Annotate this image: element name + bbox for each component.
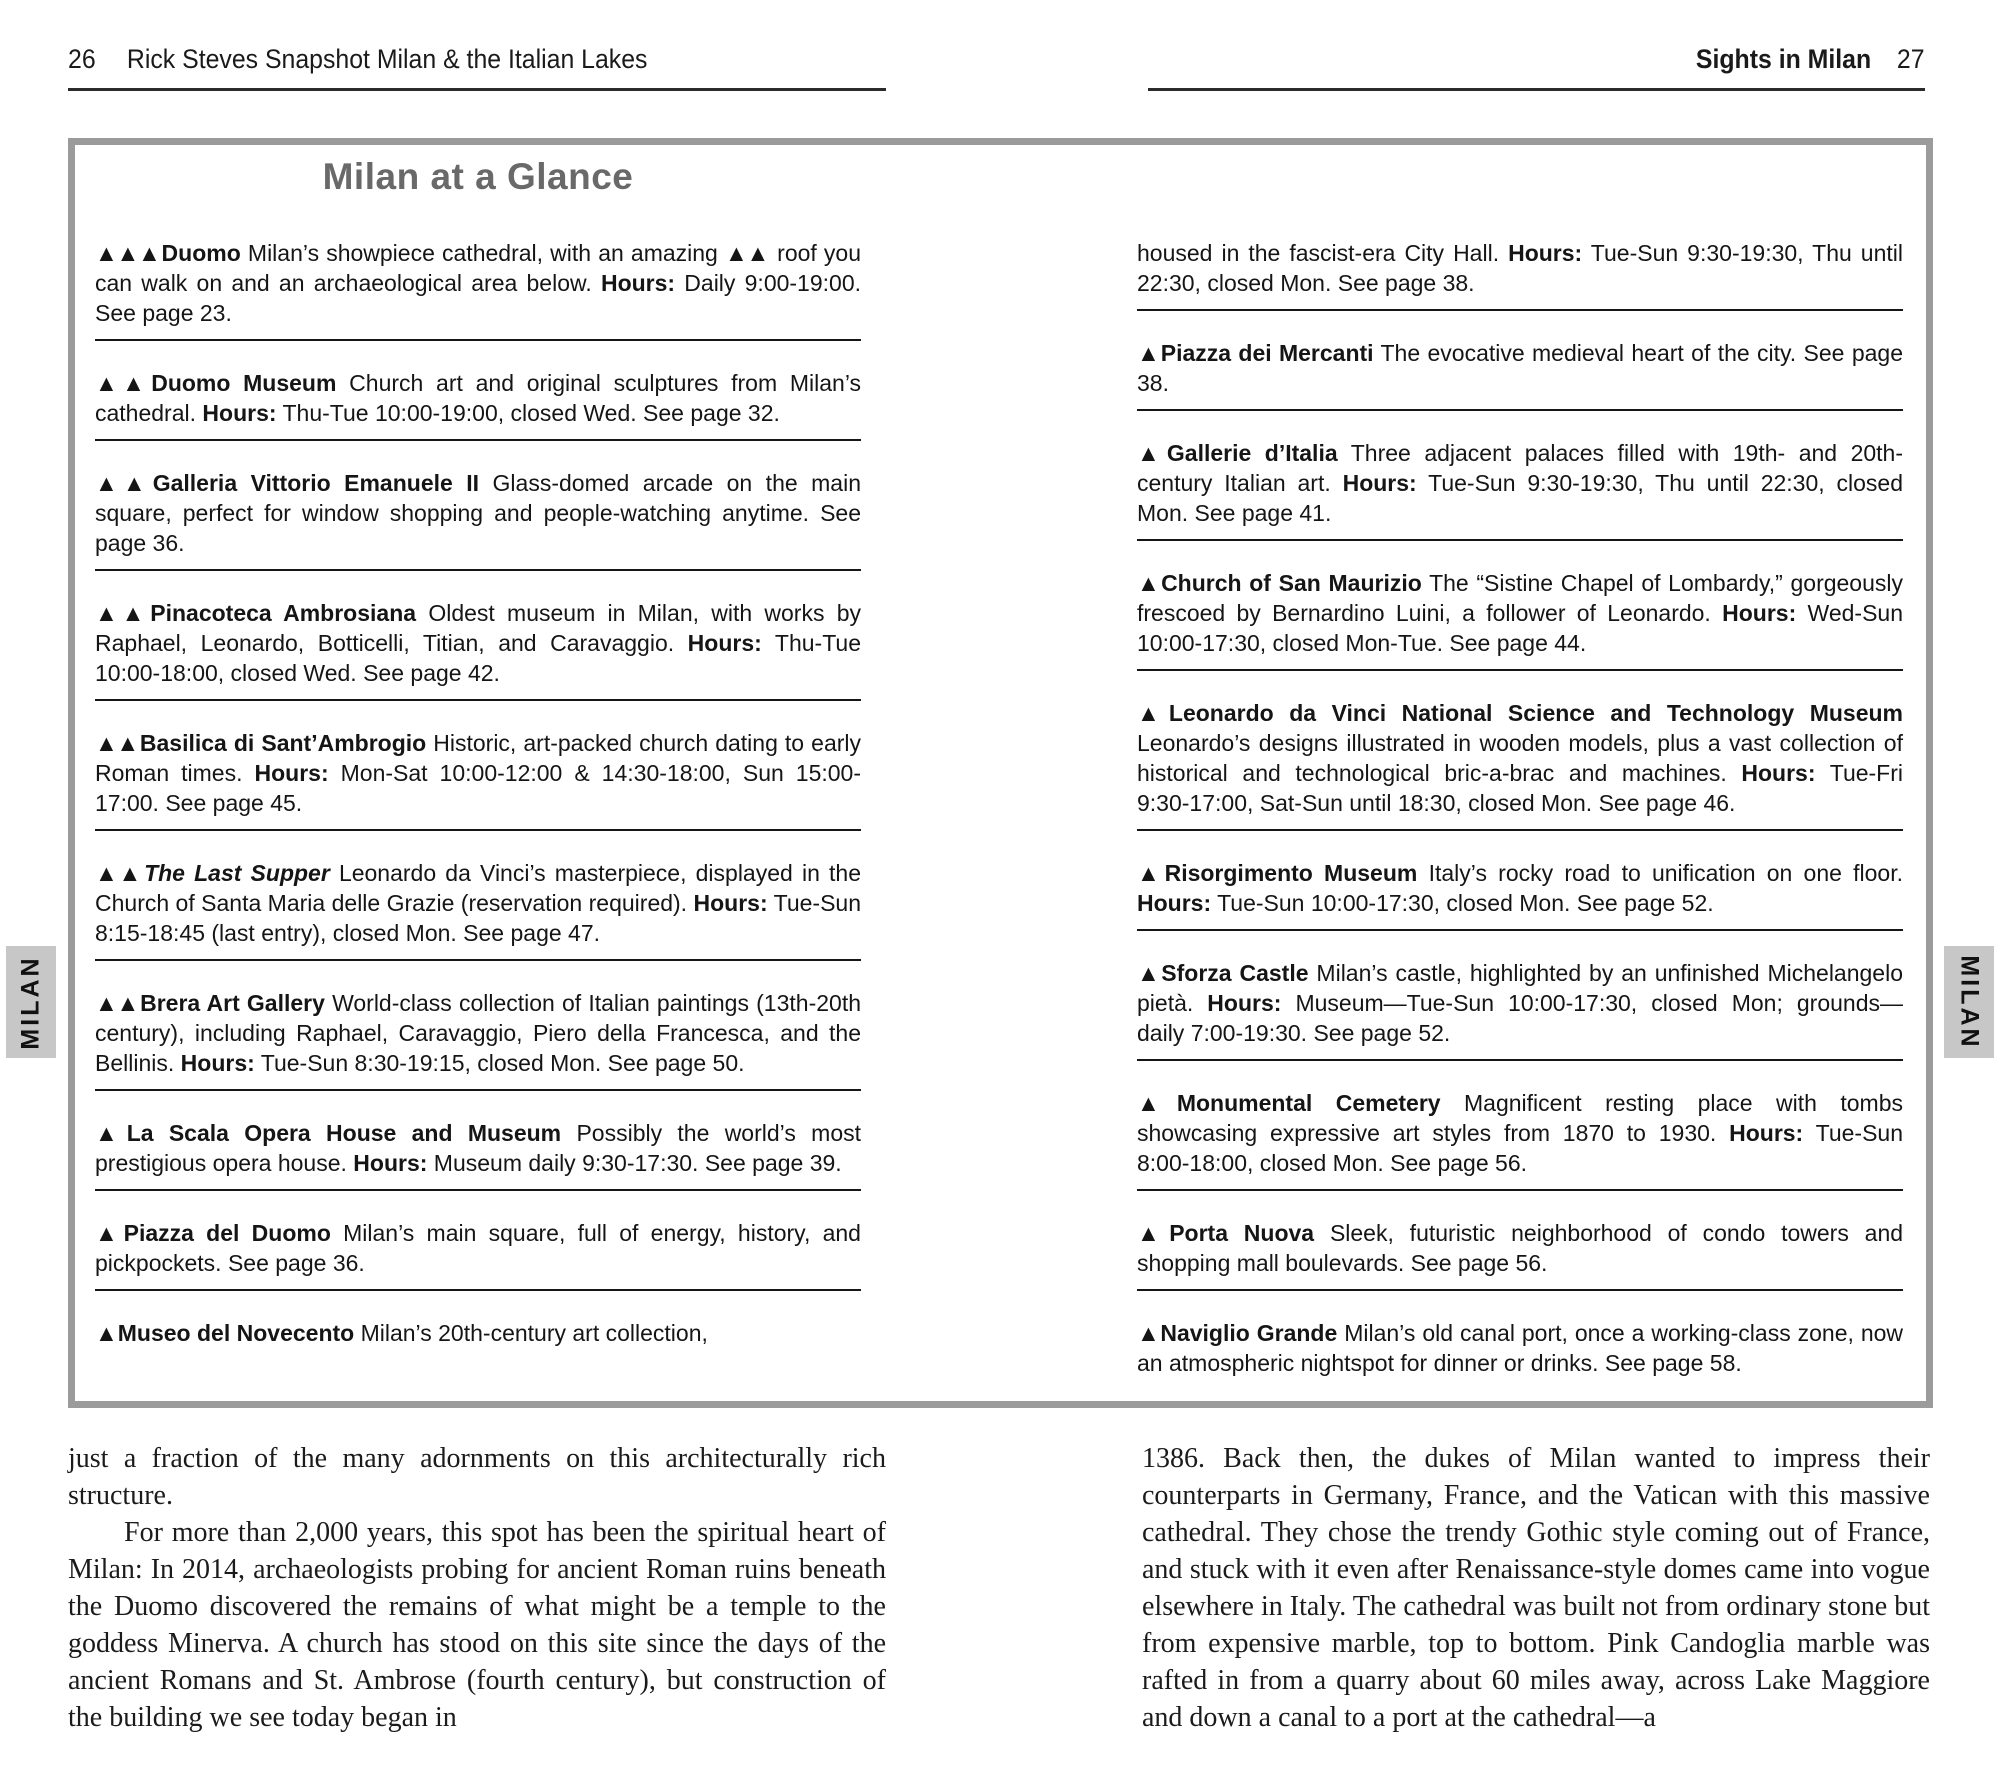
entry-divider (95, 1089, 861, 1091)
entry-divider (1137, 1189, 1903, 1191)
sight-name: Duomo Museum (151, 369, 337, 396)
entry-divider (1137, 1059, 1903, 1061)
page-number-left: 26 (68, 44, 96, 74)
sight-description: Three adjacent palaces filled with 19th- and 20th-century Italian art. (1137, 440, 1903, 496)
sight-name: Duomo (161, 239, 241, 266)
rating-triangles-icon: ▲ (95, 1119, 125, 1146)
sight-description: Church art and original sculptures from Milan’s cathedral. (95, 369, 862, 426)
sight-description: Leonardo’s designs illustrated in wooden models, plus a vast collection of historical and technological bric-a-brac and machines. (1137, 730, 1903, 786)
hours-label: Hours: (1207, 990, 1282, 1016)
sight-name: La Scala Opera House and Museum (126, 1119, 562, 1146)
sight-description: Tue-Fri 9:30-17:00, Sat-Sun until 18:30, closed Mon. See page 46. (1137, 760, 1904, 816)
sight-description: Milan’s castle, highlighted by an unfinished Michelangelo pietà. (1137, 960, 1903, 1016)
milan-tab-label: MILAN (16, 954, 45, 1050)
hours-label: Hours: (202, 399, 277, 426)
sight-description: World-class collection of Italian paintings (13th-20th century), including Raphael, Caravaggio, Piero della Francesca, and the Bellinis. (95, 989, 861, 1076)
sight-name: Galleria Vittorio Emanuele II (152, 469, 480, 496)
milan-at-a-glance-box (68, 138, 1933, 1408)
milan-tab-label: MILAN (1955, 954, 1984, 1050)
entry-divider (95, 439, 861, 441)
entry-divider (1137, 1289, 1903, 1291)
sight-name: Piazza dei Mercanti (1160, 340, 1374, 366)
hours-label: Hours: (353, 1149, 428, 1176)
sight-entry (95, 468, 861, 558)
rating-triangles-icon: ▲ (1137, 860, 1163, 886)
sight-description: Milan’s old canal port, once a working-class zone, now an atmospheric nightspot for dinner or drinks. See page 58. (1137, 1320, 1904, 1376)
sight-entry (95, 598, 861, 688)
rating-triangles-icon: ▲ (1137, 1320, 1159, 1346)
sight-description: Museum daily 9:30-17:30. See page 39. (427, 1149, 842, 1176)
sight-entry (1137, 238, 1903, 298)
entry-divider (1137, 829, 1903, 831)
entry-divider (1137, 409, 1903, 411)
milan-margin-tab-left (6, 946, 56, 1058)
sight-description: Leonardo da Vinci’s masterpiece, displayed in the Church of Santa Maria delle Grazie (reservation required). (95, 859, 861, 916)
sight-description: Wed-Sun 10:00-17:30, closed Mon-Tue. See page 44. (1137, 600, 1903, 656)
body-text-left (68, 1440, 886, 1736)
sight-name: Church of San Maurizio (1161, 570, 1422, 596)
sight-entry (95, 1218, 861, 1278)
entry-divider (95, 569, 861, 571)
sight-description: roof you can walk on and an archaeological area below. (95, 239, 862, 296)
rating-triangles-icon: ▲ (1137, 570, 1160, 596)
sight-name: The Last Supper (144, 859, 330, 886)
sight-name: Leonardo da Vinci National Science and Technology Museum (1168, 700, 1903, 726)
glance-box-title: Milan at a Glance (322, 156, 634, 197)
sight-description: Tue-Sun 8:30-19:15, closed Mon. See page 50. (254, 1049, 745, 1076)
rating-triangles-icon: ▲ (1137, 440, 1165, 466)
rating-triangles-icon: ▲ (1137, 1090, 1175, 1116)
entry-divider (95, 959, 861, 961)
entry-divider (95, 829, 861, 831)
sight-name: Sforza Castle (1161, 960, 1309, 986)
sight-entry (1137, 858, 1903, 918)
sight-entry (95, 988, 861, 1078)
paragraph: 1386. Back then, the dukes of Milan wanted to impress their counterparts in Germany, France, and the Vatican with this massive cathedral. They chose the trendy Gothic style coming out of France, and stuck with it even after Renaissance-style domes came into vogue elsewhere in Italy. The cathedral was built not from ordinary stone but from expensive marble, top to bottom. Pink Candoglia marble was rafted in from a quarry about 60 miles away, across Lake Maggiore and down a canal to a port at the cathedral—a (1142, 1443, 1930, 1733)
rating-triangles-icon: ▲▲ (95, 859, 143, 886)
sight-description: Milan’s main square, full of energy, history, and pickpockets. See page 36. (95, 1219, 861, 1276)
sight-entry (95, 238, 861, 328)
sight-name: Monumental Cemetery (1176, 1090, 1441, 1116)
sight-description: The “Sistine Chapel of Lombardy,” gorgeously frescoed by Bernardino Luini, a follower of Leonardo. (1137, 570, 1904, 626)
sight-name: Gallerie d’Italia (1166, 440, 1338, 466)
sight-description: Thu-Tue 10:00-19:00, closed Wed. See page 32. (276, 399, 780, 426)
hours-label: Hours: (1508, 240, 1583, 266)
hours-label: Hours: (687, 629, 762, 656)
book-title: Rick Steves Snapshot Milan & the Italian Lakes (126, 44, 648, 74)
rating-triangles-icon: ▲▲ (95, 989, 139, 1016)
sight-description: Italy’s rocky road to unification on one floor. (1428, 860, 1903, 886)
sight-description: Tue-Sun 9:30-19:30, Thu until 22:30, closed Mon. See page 38. (1137, 240, 1903, 296)
sight-description: Magnificent resting place with tombs showcasing expressive art styles from 1870 to 1930. (1137, 1090, 1903, 1146)
sight-description: Possibly the world’s most prestigious opera house. (95, 1119, 861, 1176)
entry-divider (95, 1289, 861, 1291)
entry-divider (1137, 309, 1903, 311)
sight-description: Oldest museum in Milan, with works by Raphael, Leonardo, Botticelli, Titian, and Caravaggio. (95, 599, 862, 656)
header-rule-right (1148, 88, 1925, 91)
chapter-title: Sights in Milan (1696, 44, 1872, 74)
sight-description: Glass-domed arcade on the main square, perfect for window shopping and people-watching anytime. See page 36. (95, 469, 861, 556)
rating-triangles-icon: ▲▲ (95, 729, 138, 756)
sight-description: Milan’s showpiece cathedral, with an amazing (247, 239, 725, 266)
sight-description: Thu-Tue 10:00-18:00, closed Wed. See page 42. (95, 629, 861, 686)
sight-name: Pinacoteca Ambrosiana (150, 599, 417, 626)
milan-margin-tab-right (1944, 946, 1994, 1058)
rating-triangles-icon: ▲ (1137, 960, 1160, 986)
entry-divider (95, 1189, 861, 1191)
hours-label: Hours: (180, 1049, 255, 1076)
sight-entry (95, 1318, 861, 1348)
rating-triangles-icon: ▲▲▲ (95, 239, 160, 266)
sight-description: Milan’s 20th-century art collection, (360, 1319, 708, 1346)
sight-entry (1137, 698, 1903, 818)
hours-label: Hours: (600, 269, 676, 296)
sight-entry (95, 728, 861, 818)
sight-description: The evocative medieval heart of the city. See page 38. (1137, 340, 1903, 396)
sight-entry (1137, 1088, 1903, 1178)
sight-entry (1137, 1318, 1903, 1378)
sight-entry (1137, 568, 1903, 658)
sight-description: Historic, art-packed church dating to early Roman times. (95, 729, 862, 786)
rating-triangles-icon: ▲▲ (95, 469, 151, 496)
entry-divider (1137, 669, 1903, 671)
page-number-right: 27 (1897, 44, 1925, 74)
sight-description: Daily 9:00-19:00. See page 23. (95, 269, 862, 326)
glance-column-right (1137, 145, 1903, 1378)
sight-name: Naviglio Grande (1160, 1320, 1338, 1346)
sight-entry (1137, 338, 1903, 398)
entry-divider (95, 339, 861, 341)
sight-entry (95, 1118, 861, 1178)
rating-triangles-icon: ▲ (1137, 340, 1159, 366)
rating-triangles-icon: ▲ (1137, 1220, 1168, 1246)
sight-description: Tue-Sun 9:30-19:30, Thu until 22:30, closed Mon. See page 41. (1137, 470, 1903, 526)
sight-description: Mon-Sat 10:00-12:00 & 14:30-18:00, Sun 15:00-17:00. See page 45. (95, 759, 861, 816)
rating-triangles-icon: ▲ (1137, 700, 1167, 726)
sight-entry (1137, 958, 1903, 1048)
page-header-right (1696, 44, 1925, 75)
rating-triangles-icon: ▲▲ (95, 369, 150, 396)
sight-description: Tue-Sun 8:15-18:45 (last entry), closed Mon. See page 47. (95, 889, 861, 946)
hours-label: Hours: (1722, 600, 1797, 626)
sight-description: Tue-Sun 8:00-18:00, closed Mon. See page 56. (1137, 1120, 1903, 1176)
rating-triangles-icon: ▲ (95, 1219, 122, 1246)
page-header-left (68, 44, 647, 75)
rating-triangles-icon: ▲▲ (725, 239, 769, 266)
sight-name: Piazza del Duomo (123, 1219, 331, 1246)
paragraph: For more than 2,000 years, this spot has been the spiritual heart of Milan: In 2014, archaeologists probing for ancient Roman ruins beneath the Duomo discovered the remains of what might be a temple to the goddess Minerva. A church has stood on this site since the days of the ancient Romans and St. Ambrose (fourth century), but construction of the building we see today began in (68, 1517, 886, 1733)
sight-name: Brera Art Gallery (140, 989, 325, 1016)
sight-name: Risorgimento Museum (1164, 860, 1418, 886)
hours-label: Hours: (254, 759, 329, 786)
sight-name: Porta Nuova (1169, 1220, 1315, 1246)
entry-divider (1137, 539, 1903, 541)
entry-divider (1137, 929, 1903, 931)
entry-divider (95, 699, 861, 701)
hours-label: Hours: (1741, 760, 1816, 786)
sight-name: Museo del Novecento (117, 1319, 355, 1346)
sight-entry (95, 858, 861, 948)
sight-name: Basilica di Sant’Ambrogio (139, 729, 427, 756)
hours-label: Hours: (693, 889, 768, 916)
sight-description: Sleek, futuristic neighborhood of condo towers and shopping mall boulevards. See page 56. (1137, 1220, 1904, 1276)
body-text-right (1142, 1440, 1930, 1736)
sight-entry (95, 368, 861, 428)
hours-label: Hours: (1342, 470, 1417, 496)
hours-label: Hours: (1729, 1120, 1804, 1146)
header-rule-left (68, 88, 886, 91)
sight-description: Museum—Tue-Sun 10:00-17:30, closed Mon; grounds—daily 7:00-19:30. See page 52. (1137, 990, 1903, 1046)
glance-column-left (95, 145, 861, 1348)
rating-triangles-icon: ▲▲ (95, 599, 149, 626)
paragraph: just a fraction of the many adornments on this architecturally rich structure. (68, 1443, 886, 1511)
sight-entry (1137, 438, 1903, 528)
hours-label: Hours: (1137, 890, 1212, 916)
rating-triangles-icon: ▲ (95, 1319, 116, 1346)
sight-description: Tue-Sun 10:00-17:30, closed Mon. See page 52. (1211, 890, 1714, 916)
sight-entry (1137, 1218, 1903, 1278)
sight-description: housed in the fascist-era City Hall. (1137, 240, 1509, 266)
